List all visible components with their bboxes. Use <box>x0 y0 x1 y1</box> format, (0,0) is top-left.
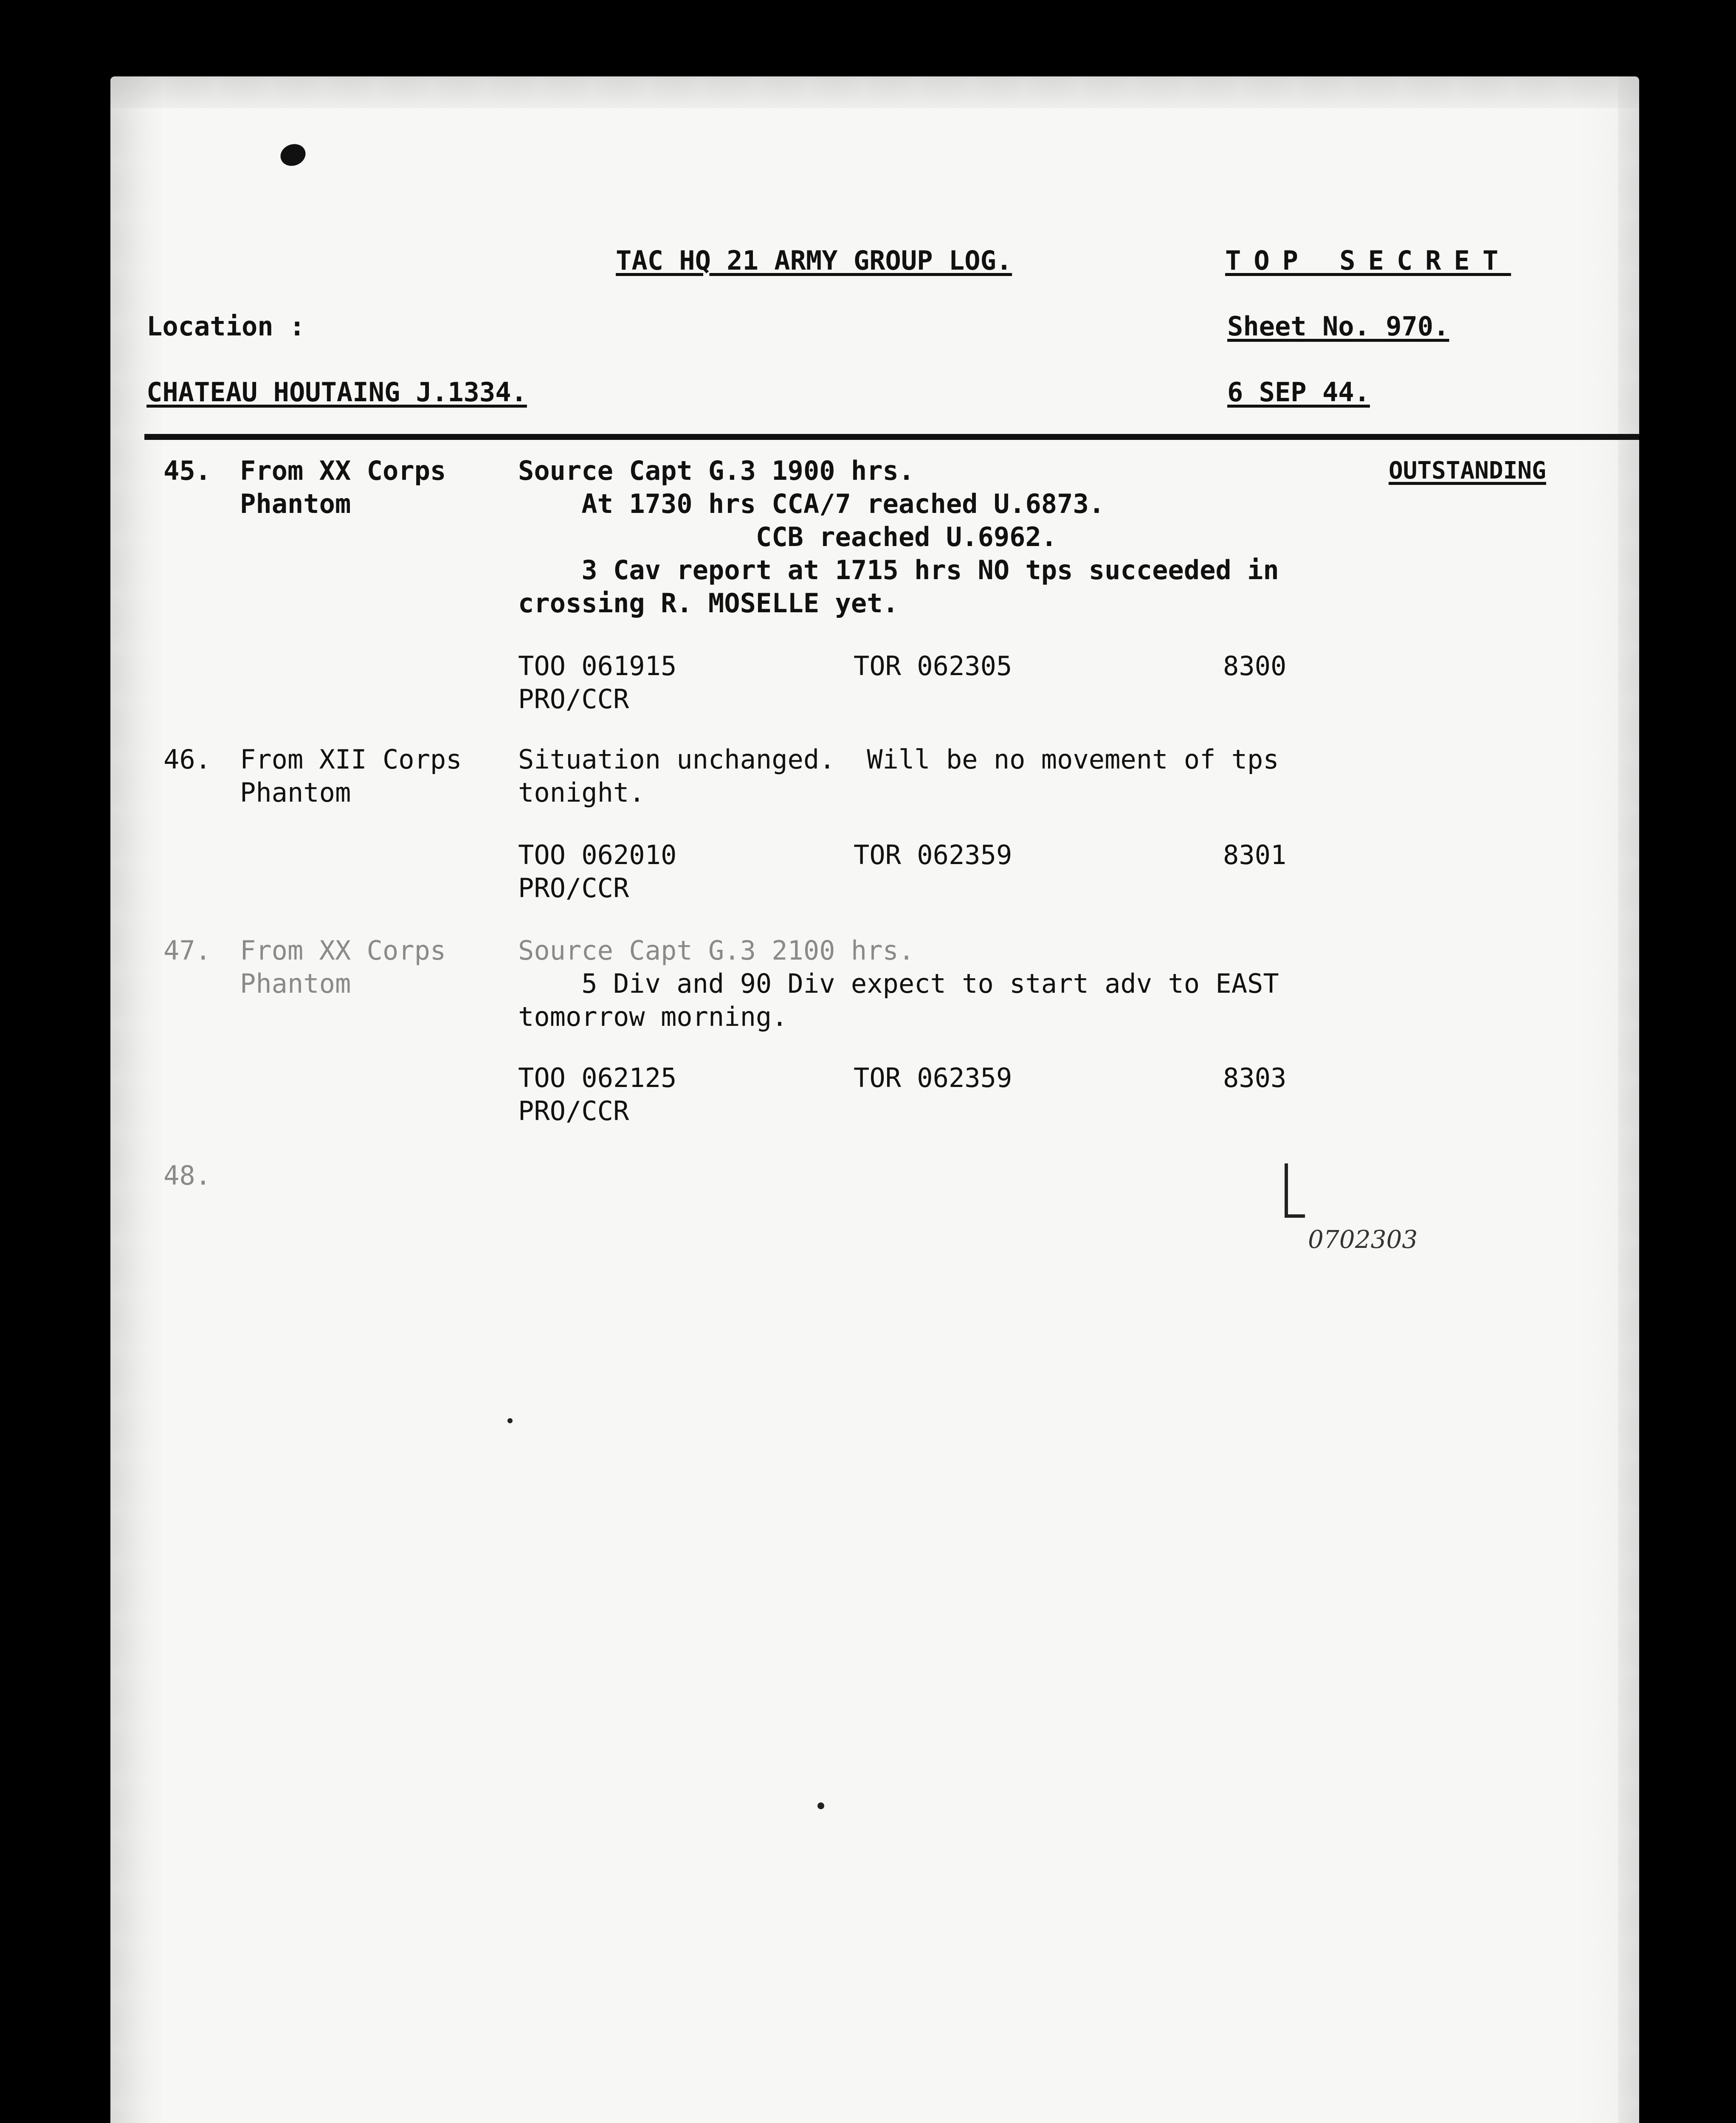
log-title: TAC HQ 21 ARMY GROUP LOG. <box>616 245 1012 276</box>
header-divider <box>144 434 1639 440</box>
entry-text-line: 3 Cav report at 1715 hrs NO tps succeeded in <box>518 555 1279 586</box>
entry-number: 46. <box>163 744 211 775</box>
entry-text-line: tomorrow morning. <box>518 1001 788 1032</box>
ink-speck <box>507 1418 513 1423</box>
entry-text-line: At 1730 hrs CCA/7 reached U.6873. <box>518 488 1105 519</box>
entry-text-line: CCB reached U.6962. <box>518 521 1057 552</box>
entry-ref: 8301 <box>1223 839 1287 870</box>
entry-number: 45. <box>163 455 211 486</box>
entry-number: 47. <box>163 935 211 966</box>
handwritten-annotation: 0702303 <box>1308 1225 1418 1254</box>
entry-text-line: 5 Div and 90 Div expect to start adv to EAST <box>518 968 1279 999</box>
entry-pro: PRO/CCR <box>518 684 629 715</box>
entry-ref: 8300 <box>1223 650 1287 681</box>
entry-tor: TOR 062359 <box>854 839 1012 870</box>
entry-from: Phantom <box>240 968 351 999</box>
ink-speck <box>817 1802 824 1809</box>
entry-ref: 8303 <box>1223 1062 1287 1093</box>
entry-text-line: crossing R. MOSELLE yet. <box>518 588 899 619</box>
status-stamp: OUTSTANDING <box>1389 457 1546 484</box>
entry-pro: PRO/CCR <box>518 873 629 904</box>
log-date: 6 SEP 44. <box>1227 377 1370 408</box>
entry-too: TOO 062010 <box>518 839 677 870</box>
entry-from: From XII Corps <box>240 744 462 775</box>
entry-tor: TOR 062305 <box>854 650 1012 681</box>
classification-label: TOP SECRET <box>1225 245 1511 276</box>
handwritten-bracket <box>1285 1163 1305 1218</box>
entry-too: TOO 061915 <box>518 650 677 681</box>
sheet-number: Sheet No. 970. <box>1227 311 1449 342</box>
entry-from: From XX Corps <box>240 935 446 966</box>
entry-from: Phantom <box>240 777 351 808</box>
entry-text-line: tonight. <box>518 777 645 808</box>
entry-tor: TOR 062359 <box>854 1062 1012 1093</box>
entry-number-48: 48. <box>163 1160 211 1191</box>
entry-text-line: Situation unchanged. Will be no movement of tps <box>518 744 1279 775</box>
entry-text-line: Source Capt G.3 2100 hrs. <box>518 935 915 966</box>
entry-from: Phantom <box>240 488 351 519</box>
location-value: CHATEAU HOUTAING J.1334. <box>147 377 527 408</box>
entry-too: TOO 062125 <box>518 1062 677 1093</box>
entry-from: From XX Corps <box>240 455 446 486</box>
entry-text-line: Source Capt G.3 1900 hrs. <box>518 455 915 486</box>
entry-pro: PRO/CCR <box>518 1095 629 1126</box>
location-label: Location : <box>147 311 305 342</box>
